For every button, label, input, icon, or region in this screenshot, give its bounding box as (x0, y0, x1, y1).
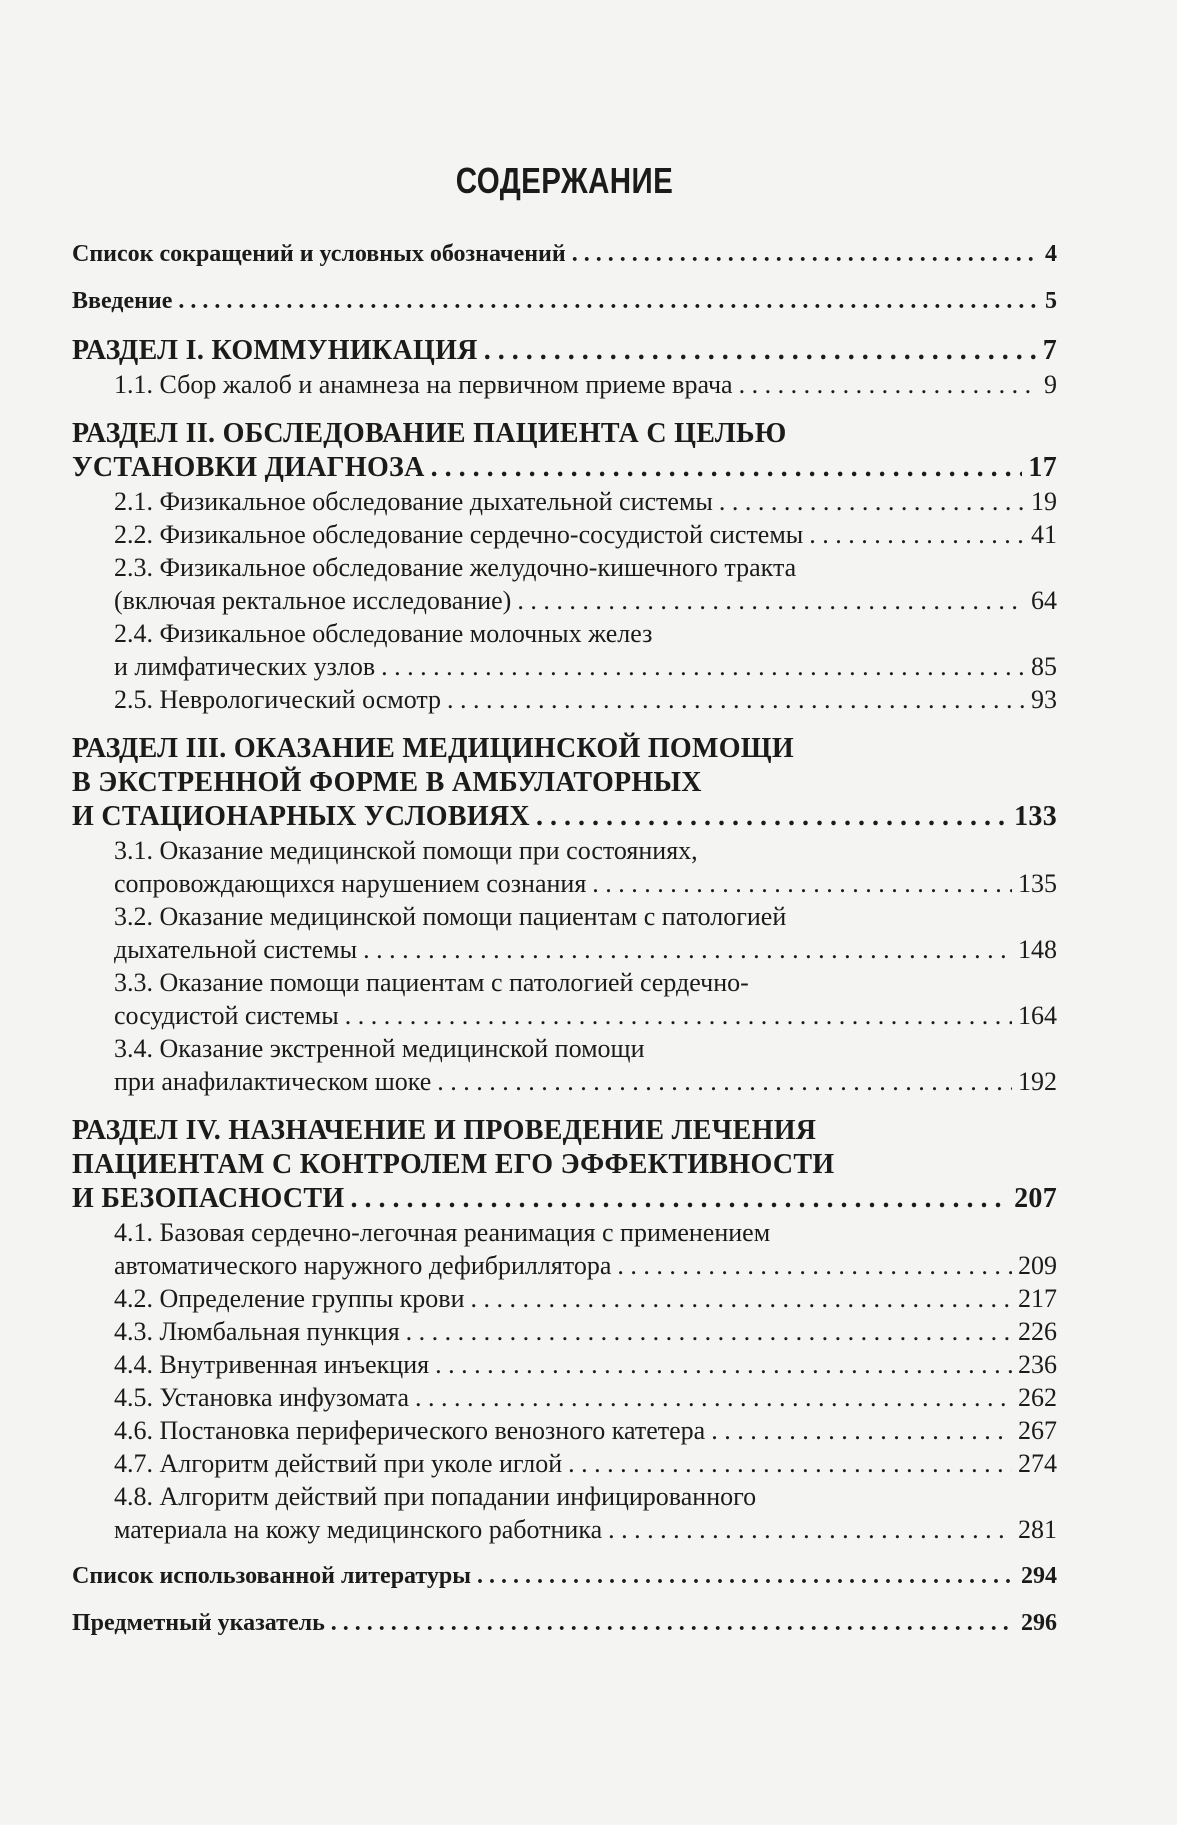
toc-page-number: 19 (1031, 487, 1057, 516)
subsection-entry[interactable] (72, 933, 1057, 966)
subsection-title-line[interactable]: 3.3. Оказание помощи пациентам с патологией сердечно- (114, 968, 749, 997)
page-title: СОДЕРЖАНИЕ (455, 160, 674, 201)
toc-page-number: 296 (1021, 1610, 1057, 1636)
subsection-title-line[interactable]: 3.1. Оказание медицинской помощи при состояниях, (114, 836, 698, 865)
toc-page-number: 93 (1031, 685, 1057, 714)
toc-subsection (72, 617, 1057, 683)
toc-page-number: 9 (1044, 370, 1057, 399)
toc-page-number: 7 (1042, 335, 1057, 366)
subsection-entry[interactable] (72, 867, 1057, 900)
subsection-title-line[interactable]: 2.3. Физикальное обследование желудочно-кишечного тракта (114, 553, 797, 582)
subsection-title-line[interactable]: 3.2. Оказание медицинской помощи пациентам с патологией (114, 902, 787, 931)
subsection-entry[interactable] (72, 584, 1057, 617)
dot-leader (345, 999, 1012, 1032)
toc-page-number: 294 (1021, 1563, 1057, 1589)
dot-leader (178, 285, 1039, 318)
toc-entry-text: Введение (72, 288, 173, 314)
toc-entry-text: 4.2. Определение группы крови (114, 1284, 465, 1313)
dot-leader (711, 1414, 1012, 1447)
subsection-entry[interactable] (72, 485, 1057, 518)
section-title[interactable] (72, 451, 1057, 485)
dot-leader (568, 1447, 1012, 1480)
toc-page-number: 281 (1018, 1515, 1057, 1544)
toc-entry-text: Предметный указатель (72, 1610, 325, 1636)
toc-entry-text: 4.4. Внутривенная инъекция (114, 1350, 430, 1379)
dot-leader (363, 933, 1012, 966)
dot-leader (437, 1065, 1012, 1098)
toc-page-number: 192 (1018, 1067, 1057, 1096)
dot-leader (719, 485, 1025, 518)
toc-page-number: 262 (1018, 1383, 1057, 1412)
toc-subsection (72, 1315, 1057, 1348)
dot-leader (617, 1249, 1012, 1282)
toc-section (72, 417, 1057, 716)
toc-entry-text: и лимфатических узлов (114, 652, 376, 681)
toc-page-number: 164 (1018, 1001, 1057, 1030)
section-title-line[interactable]: РАЗДЕЛ IV. НАЗНАЧЕНИЕ И ПРОВЕДЕНИЕ ЛЕЧЕНИЯ (72, 1115, 817, 1146)
toc-section (72, 732, 1057, 1098)
toc-page-number: 267 (1018, 1416, 1057, 1445)
subsection-title-line[interactable]: 4.8. Алгоритм действий при попадании инфицированного (114, 1482, 757, 1511)
toc-entry-text: материала на кожу медицинского работника (114, 1515, 603, 1544)
toc-page-number: 5 (1045, 288, 1057, 314)
subsection-entry[interactable] (72, 368, 1057, 401)
toc-subsection (72, 1414, 1057, 1447)
toc-subsection (72, 683, 1057, 716)
dot-leader (350, 1182, 1008, 1216)
subsection-entry[interactable] (72, 1414, 1057, 1447)
toc-entry-index[interactable] (72, 1607, 1057, 1640)
subsection-title-line[interactable]: 3.4. Оказание экстренной медицинской помощи (114, 1034, 645, 1063)
toc-entry-text: 2.1. Физикальное обследование дыхательной системы (114, 487, 713, 516)
dot-leader (470, 1282, 1012, 1315)
section-title-line[interactable]: РАЗДЕЛ II. ОБСЛЕДОВАНИЕ ПАЦИЕНТА С ЦЕЛЬЮ (72, 418, 787, 449)
subsection-entry[interactable] (72, 1447, 1057, 1480)
toc-page-number: 217 (1018, 1284, 1057, 1313)
subsection-entry[interactable] (72, 1065, 1057, 1098)
toc-page-number: 133 (1014, 801, 1057, 832)
toc-subsection (72, 966, 1057, 1032)
toc-entry-text: дыхательной системы (114, 935, 358, 964)
dot-leader (484, 334, 1037, 368)
section-title[interactable] (72, 334, 1057, 368)
dot-leader (809, 518, 1025, 551)
section-title-line[interactable]: ПАЦИЕНТАМ С КОНТРОЛЕМ ЕГО ЭФФЕКТИВНОСТИ (72, 1149, 835, 1180)
toc-page-number: 207 (1014, 1183, 1057, 1214)
subsection-entry[interactable] (72, 1315, 1057, 1348)
toc-entry-text: автоматического наружного дефибриллятора (114, 1251, 612, 1280)
toc-subsection (72, 1480, 1057, 1546)
toc-section (72, 334, 1057, 401)
toc-entry-text: 4.6. Постановка периферического венозного катетера (114, 1416, 706, 1445)
subsection-entry[interactable] (72, 999, 1057, 1032)
subsection-entry[interactable] (72, 1282, 1057, 1315)
toc-entry-text: 4.5. Установка инфузомата (114, 1383, 410, 1412)
dot-leader (331, 1607, 1015, 1640)
toc-page-number: 17 (1028, 452, 1057, 483)
toc-entry-text: (включая ректальное исследование) (114, 586, 512, 615)
dot-leader (592, 867, 1012, 900)
toc-subsection (72, 1447, 1057, 1480)
toc-entry-text: И СТАЦИОНАРНЫХ УСЛОВИЯХ (72, 801, 530, 832)
toc-subsection (72, 1216, 1057, 1282)
toc-subsection (72, 518, 1057, 551)
dot-leader (517, 584, 1025, 617)
toc-page-number: 274 (1018, 1449, 1057, 1478)
toc-subsection (72, 1032, 1057, 1098)
toc-entry-text: 1.1. Сбор жалоб и анамнеза на первичном приеме врача (114, 370, 733, 399)
toc-subsection (72, 1381, 1057, 1414)
toc-subsection (72, 551, 1057, 617)
dot-leader (477, 1560, 1015, 1593)
dot-leader (415, 1381, 1012, 1414)
section-title[interactable] (72, 1182, 1057, 1216)
toc-entry-text: сопровождающихся нарушением сознания (114, 869, 587, 898)
dot-leader (608, 1513, 1012, 1546)
toc-entry-text: И БЕЗОПАСНОСТИ (72, 1183, 345, 1214)
dot-leader (406, 1315, 1012, 1348)
subsection-entry[interactable] (72, 1249, 1057, 1282)
dot-leader (739, 368, 1038, 401)
subsection-title-line[interactable]: 2.4. Физикальное обследование молочных желез (114, 619, 653, 648)
subsection-entry[interactable] (72, 1513, 1057, 1546)
toc-entry-text: при анафилактическом шоке (114, 1067, 432, 1096)
toc-page-number: 41 (1031, 520, 1057, 549)
dot-leader (536, 800, 1008, 834)
toc-sections (72, 334, 1057, 1546)
toc-subsection (72, 1282, 1057, 1315)
toc-entry-introduction[interactable] (72, 285, 1057, 318)
toc-page-number: 85 (1031, 652, 1057, 681)
subsection-title-line[interactable]: 4.1. Базовая сердечно-легочная реанимация с применением (114, 1218, 771, 1247)
toc-page-number: 148 (1018, 935, 1057, 964)
toc-entry-references[interactable] (72, 1560, 1057, 1593)
section-title[interactable] (72, 800, 1057, 834)
toc-entry-text: Список сокращений и условных обозначений (72, 241, 566, 267)
toc-page-number: 135 (1018, 869, 1057, 898)
dot-leader (447, 683, 1025, 716)
subsection-entry[interactable] (72, 683, 1057, 716)
dot-leader (572, 238, 1039, 271)
toc-entry-text: Список использованной литературы (72, 1563, 471, 1589)
toc-page-number: 4 (1045, 241, 1057, 267)
dot-leader (431, 451, 1023, 485)
section-title-line[interactable]: В ЭКСТРЕННОЙ ФОРМЕ В АМБУЛАТОРНЫХ (72, 767, 702, 798)
toc-page-number: 226 (1018, 1317, 1057, 1346)
section-title-line[interactable]: РАЗДЕЛ III. ОКАЗАНИЕ МЕДИЦИНСКОЙ ПОМОЩИ (72, 733, 794, 764)
toc-subsection (72, 485, 1057, 518)
toc-subsection (72, 834, 1057, 900)
toc-entry-text: РАЗДЕЛ I. КОММУНИКАЦИЯ (72, 335, 478, 366)
toc-page-number: 209 (1018, 1251, 1057, 1280)
toc-entry-text: 4.3. Люмбальная пункция (114, 1317, 400, 1346)
subsection-entry[interactable] (72, 518, 1057, 551)
dot-leader (435, 1348, 1012, 1381)
toc-subsection (72, 1348, 1057, 1381)
toc-page-number: 64 (1031, 586, 1057, 615)
toc-subsection (72, 900, 1057, 966)
toc-entry-text: УСТАНОВКИ ДИАГНОЗА (72, 452, 425, 483)
subsection-entry[interactable] (72, 1348, 1057, 1381)
toc-entry-text: сосудистой системы (114, 1001, 339, 1030)
toc-subsection (72, 368, 1057, 401)
dot-leader (381, 650, 1025, 683)
toc-section (72, 1114, 1057, 1546)
toc-entry-text: 2.2. Физикальное обследование сердечно-сосудистой системы (114, 520, 804, 549)
toc-page-number: 236 (1018, 1350, 1057, 1379)
toc-entry-text: 2.5. Неврологический осмотр (114, 685, 442, 714)
toc-entry-abbreviations[interactable] (72, 238, 1057, 271)
subsection-entry[interactable] (72, 650, 1057, 683)
subsection-entry[interactable] (72, 1381, 1057, 1414)
toc-entry-text: 4.7. Алгоритм действий при уколе иглой (114, 1449, 563, 1478)
